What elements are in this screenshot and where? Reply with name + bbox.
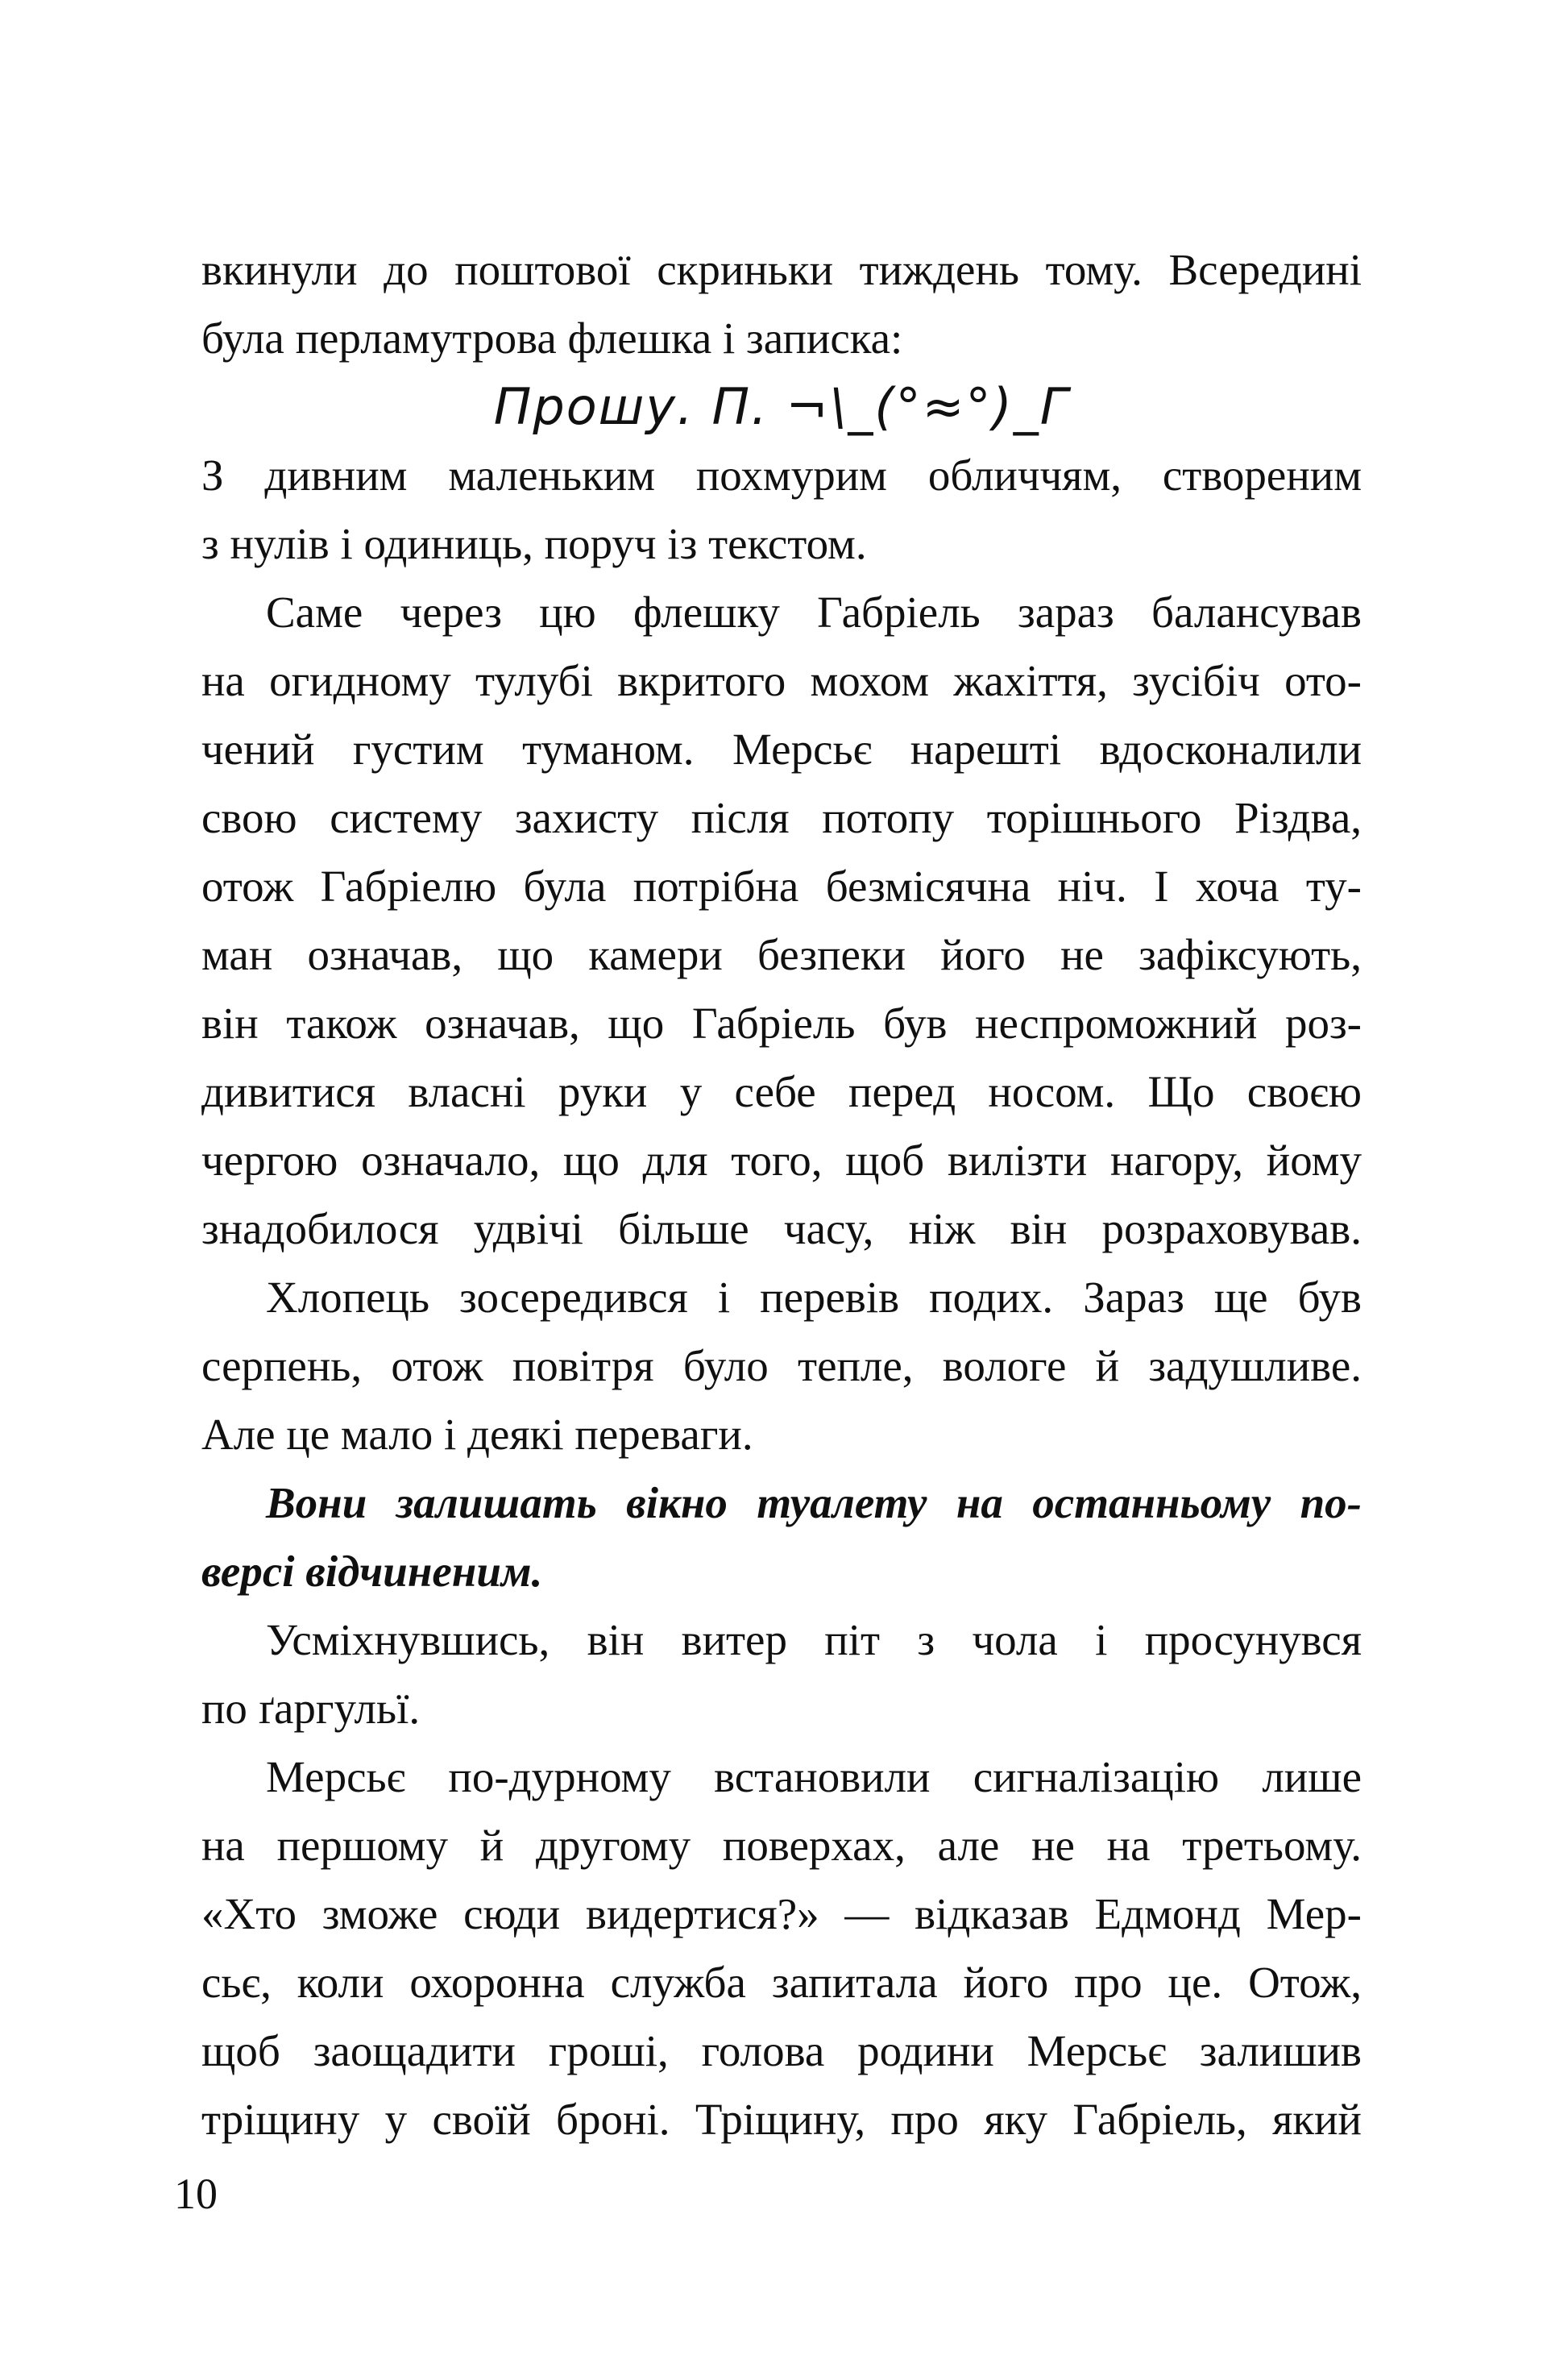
paragraph (201, 1742, 1362, 2154)
text-line: знадобилося удвічі більше часу, ніж він розраховував. (201, 1204, 1362, 1253)
text-line: з нулів і одиниць, поруч із текстом. (201, 519, 867, 568)
text-line: по ґаргульї. (201, 1684, 421, 1733)
text-line: отож Габріелю була потрібна безмісячна ніч. І хоча ту- (201, 862, 1362, 911)
handwritten-note: Прошу. П. ¬\_(°≈°)_Г (493, 377, 1070, 436)
text-line: Вони залишать вікно туалету на останньому по- (266, 1478, 1362, 1527)
text-line: була перламутрова флешка і записка: (201, 314, 903, 363)
paragraph (201, 578, 1362, 1263)
text-line: на огидному тулубі вкритого мохом жахіття, зусібіч ото- (201, 656, 1362, 705)
text-line: версі відчиненим. (201, 1547, 543, 1596)
text-line: Мерсьє по-дурному встановили сигналізацію лише (266, 1752, 1362, 1801)
text-line: «Хто зможе сюди видертися?» — відказав Едмонд Мер- (201, 1889, 1362, 1938)
text-line: ман означав, що камери безпеки його не зафіксують, (201, 930, 1362, 979)
text-line: тріщину у своїй броні. Тріщину, про яку Габріель, який (201, 2095, 1362, 2144)
text-line: сьє, коли охоронна служба запитала його про це. Отож, (201, 1958, 1362, 2007)
text-line: щоб заощадити гроші, голова родини Мерсьє залишив (201, 2026, 1362, 2075)
paragraph-continuation (201, 235, 1362, 372)
paragraph (201, 1605, 1362, 1742)
text-line: вкинули до поштової скриньки тиждень тому. Всередині (201, 245, 1362, 294)
text-line: він також означав, що Габріель був неспроможний роз- (201, 999, 1362, 1048)
text-line: Усміхнувшись, він витер піт з чола і просунувся (266, 1615, 1362, 1664)
text-line: дивитися власні руки у себе перед носом. Що своєю (201, 1067, 1362, 1116)
text-line: на першому й другому поверхах, але не на третьому. (201, 1821, 1362, 1870)
text-line: З дивним маленьким похмурим обличчям, створеним (201, 451, 1362, 500)
page-number: 10 (174, 2170, 218, 2218)
text-line: чергою означало, що для того, щоб вилізти нагору, йому (201, 1136, 1362, 1185)
text-line: Хлопець зосередився і перевів подих. Зараз ще був (266, 1273, 1362, 1322)
text-line: свою систему захисту після потопу торішнього Різдва, (201, 793, 1362, 842)
paragraph (201, 1263, 1362, 1468)
text-line: серпень, отож повітря було тепле, вологе й задушливе. (201, 1341, 1362, 1390)
text-line: Саме через цю флешку Габріель зараз балансував (266, 588, 1362, 637)
text-line: Але це мало і деякі переваги. (201, 1410, 753, 1459)
paragraph-inner-thought (201, 1468, 1362, 1605)
page-text (201, 235, 1362, 2154)
text-line: чений густим туманом. Мерсьє нарешті вдосконалили (201, 725, 1362, 774)
paragraph-after-note (201, 441, 1362, 578)
